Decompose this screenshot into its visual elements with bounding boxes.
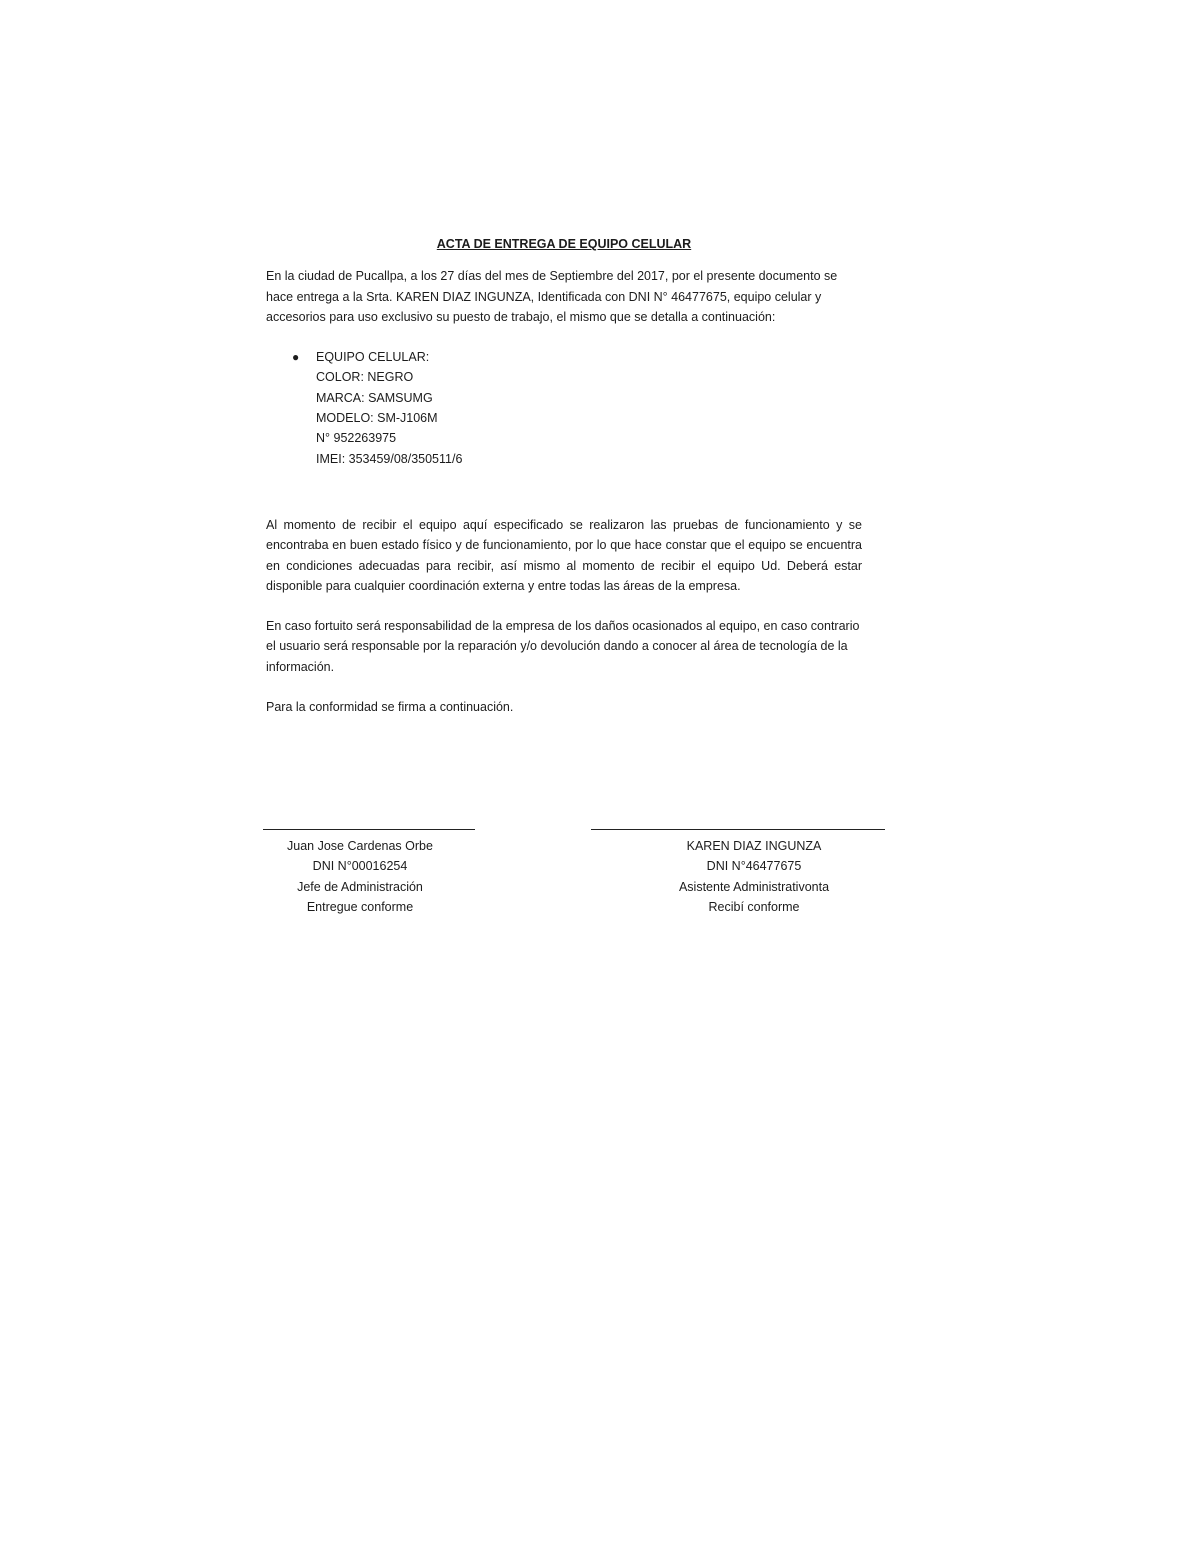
equipment-brand: MARCA: SAMSUMG [316, 390, 433, 405]
equipment-list [288, 347, 862, 469]
signature-line-left [263, 829, 475, 830]
equipment-model: MODELO: SM-J106M [316, 411, 438, 426]
bullet-icon: ● [292, 350, 300, 365]
equipment-number: N° 952263975 [316, 431, 397, 446]
document-body [266, 234, 862, 717]
liability-paragraph: En caso fortuito será responsabilidad de la empresa de los daños ocasionados al equipo, en caso contrario el usuario será responsable por la reparación y/o devolución dando a conocer al área de tecnología de la información. [266, 619, 860, 674]
closing-paragraph: Para la conformidad se firma a continuación. [266, 700, 514, 715]
document-title: ACTA DE ENTREGA DE EQUIPO CELULAR [436, 237, 692, 251]
intro-paragraph: En la ciudad de Pucallpa, a los 27 días del mes de Septiembre del 2017, por el presente documento se hace entrega a la Srta. KAREN DIAZ INGUNZA, Identificada con DNI N° 46477675, equipo celular y accesorios para uso exclusivo su puesto de trabajo, el mismo que se detalla a continuación: [266, 269, 838, 324]
conditions-paragraph: Al momento de recibir el equipo aquí especificado se realizaron las pruebas de funcionamiento y se encontraba en buen estado físico y de funcionamiento, por lo que hace constar que el equipo se encuentra en condiciones adecuadas para recibir, así mismo al momento de recibir el equipo Ud. Deberá estar disponible para cualquier coordinación externa y entre todas las áreas de la empresa. [266, 517, 862, 593]
signer-name: KAREN DIAZ INGUNZA [686, 839, 822, 853]
signature-block-right [630, 836, 878, 917]
signer-dni: DNI N°00016254 [312, 859, 408, 874]
signer-note: Recibí conforme [708, 899, 800, 914]
list-item [288, 347, 862, 469]
equipment-color: COLOR: NEGRO [316, 370, 414, 385]
signer-name: Juan Jose Cardenas Orbe [287, 839, 433, 853]
signer-note: Entregue conforme [306, 899, 414, 914]
equipment-imei: IMEI: 353459/08/350511/6 [316, 451, 463, 466]
equipment-heading: EQUIPO CELULAR: [316, 350, 430, 365]
signer-role: Jefe de Administración [297, 879, 423, 894]
signature-block-left [255, 836, 465, 917]
signer-role: Asistente Administrativonta [678, 879, 830, 894]
signer-dni: DNI N°46477675 [706, 859, 802, 874]
signature-line-right [591, 829, 885, 830]
